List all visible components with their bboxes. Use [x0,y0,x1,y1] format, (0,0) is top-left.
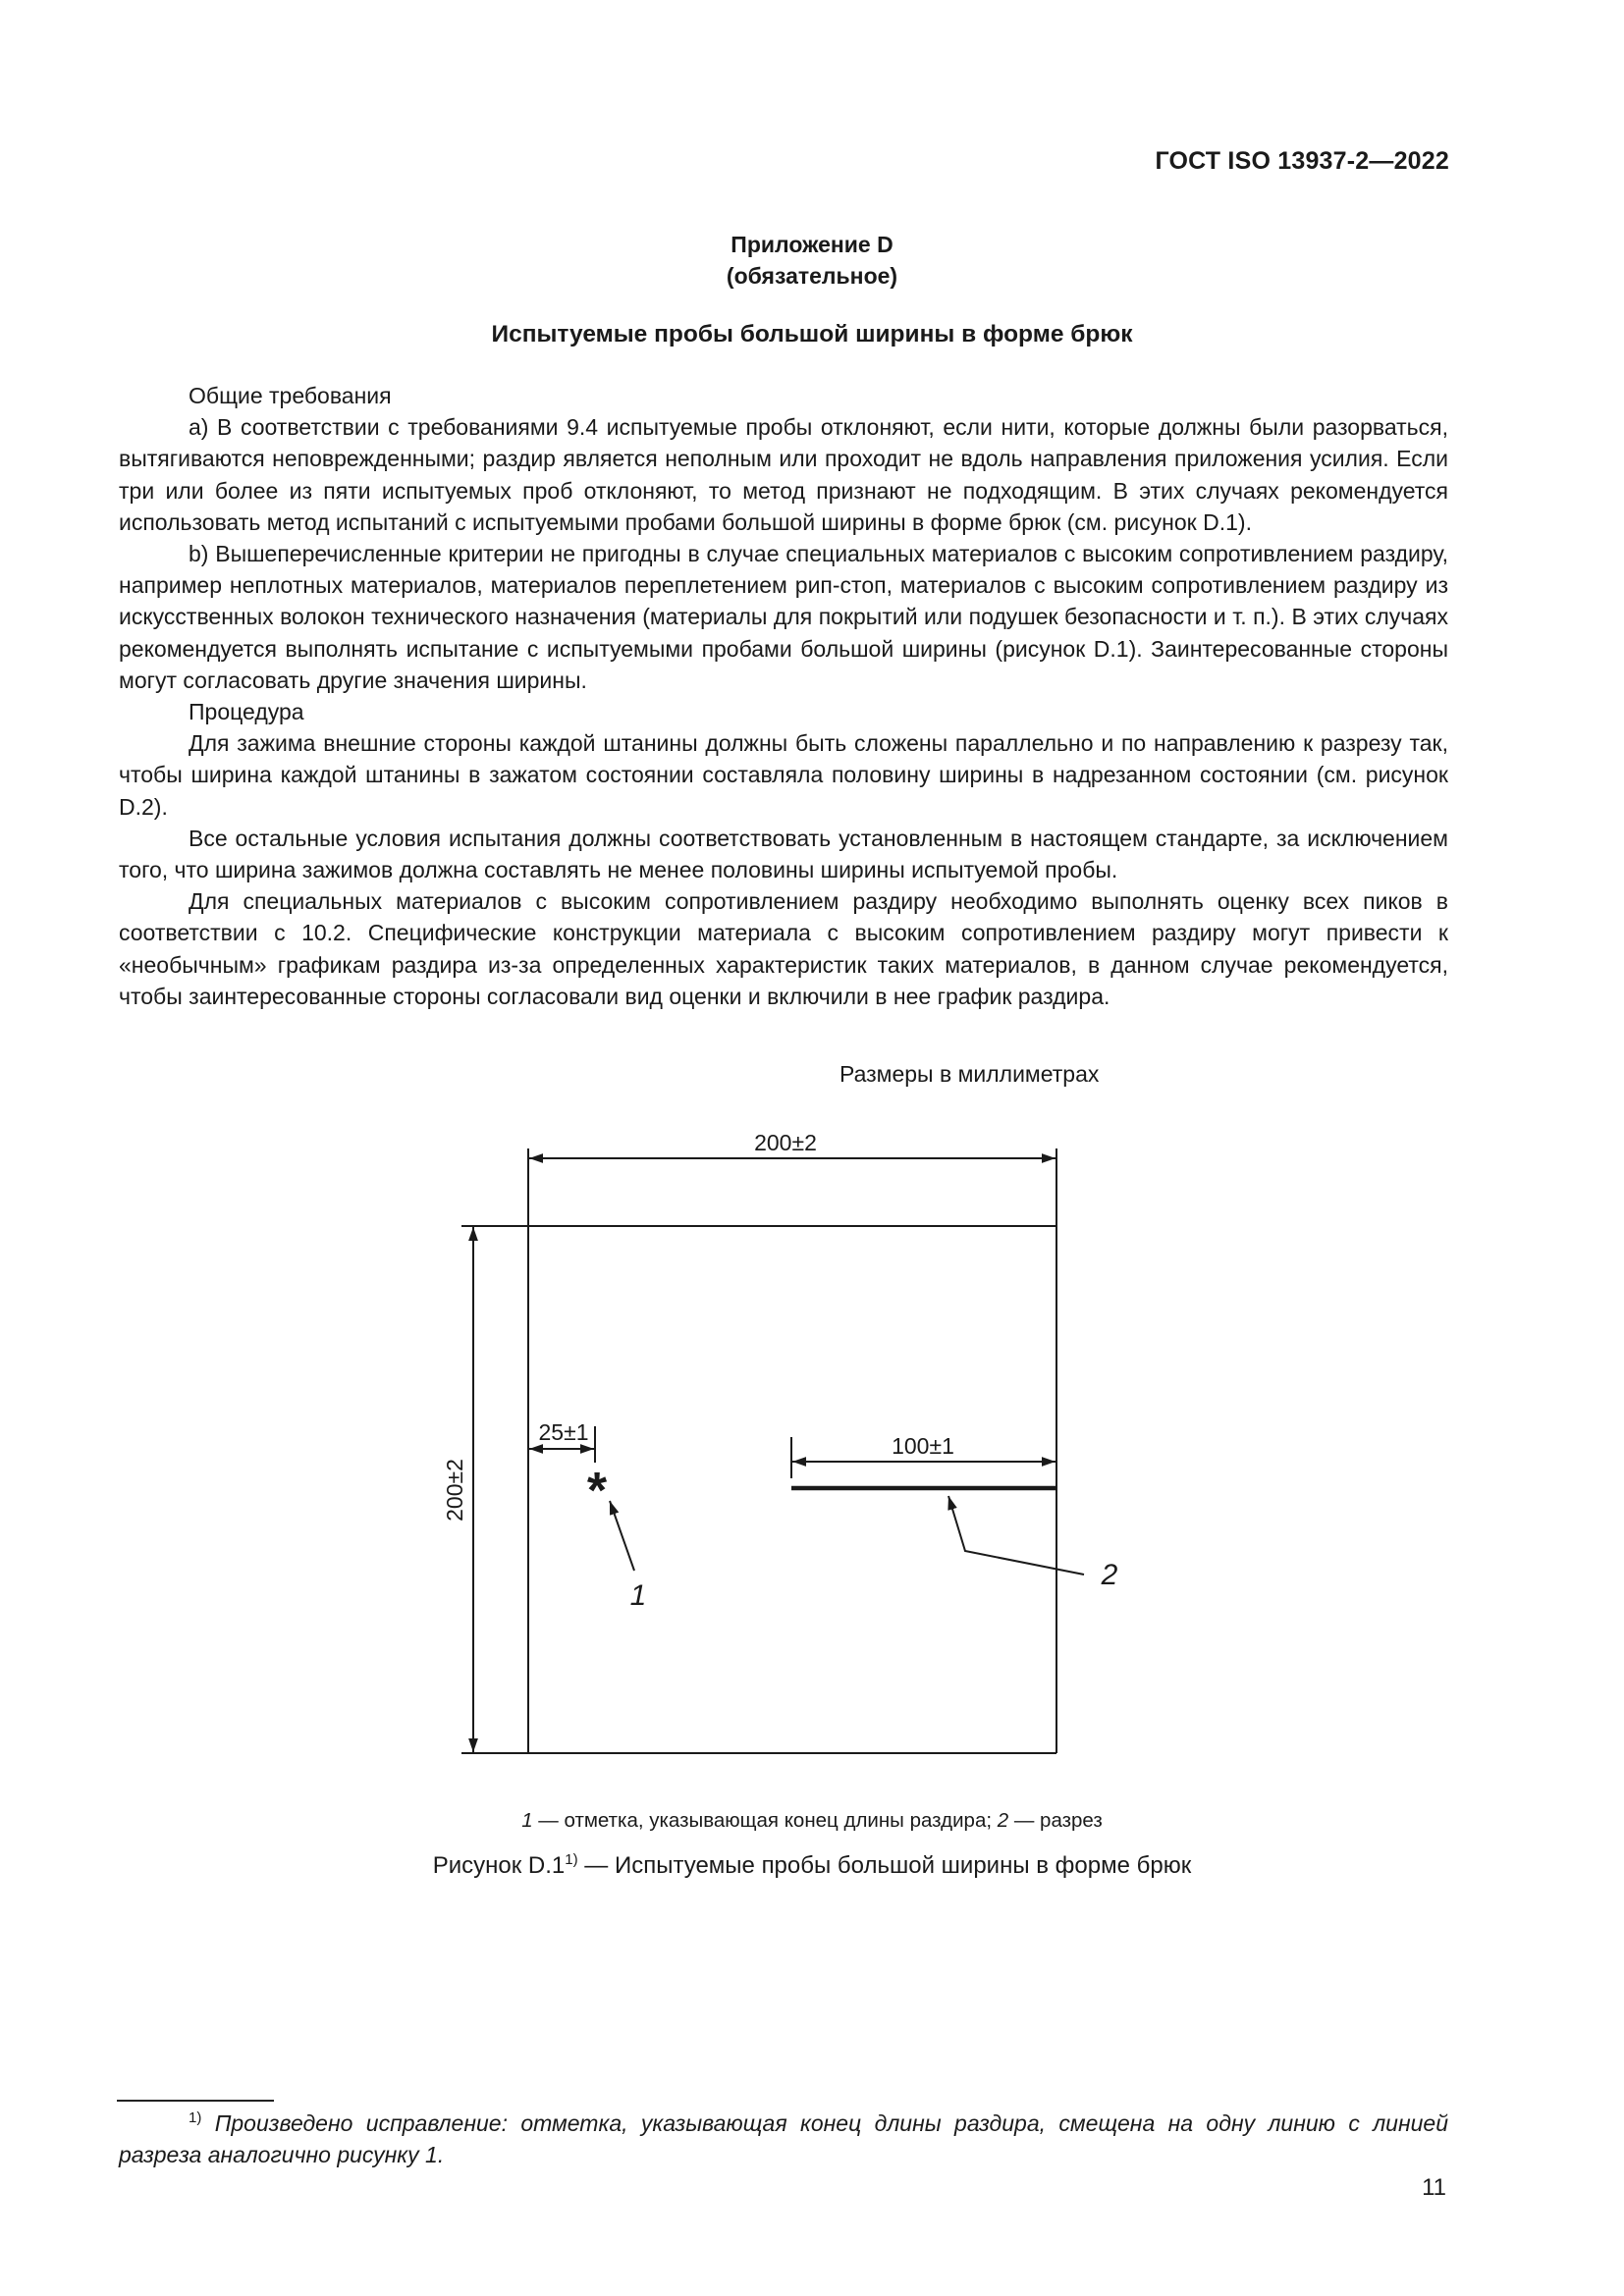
dimensions-note: Размеры в миллиметрах [839,1061,1100,1087]
legend-text-1: — отметка, указывающая конец длины раздира; [532,1809,998,1832]
mark-offset-label: 25±1 [538,1419,589,1445]
paragraph: Процедура [189,699,304,725]
figure-legend [0,1809,1624,1833]
footnote-text: Произведено исправление: отметка, указывающая конец длины раздира, смещена на одну линию с линией разреза аналогично рисунку 1. [119,2110,1448,2167]
callout-1: 1 [629,1579,647,1612]
footnote [119,2108,1448,2170]
callout-2: 2 [1101,1559,1118,1591]
paragraph: b) Вышеперечисленные критерии не пригодны в случае специальных материалов с высоким сопротивлением раздиру, например неплотных материалов, материалов переплетением рип-стоп, материалов с высоким сопротивлением раздиру из искусственных волокон технического назначения (материалы для покрытий или подушек безопасности и т. п.). В этих случаях рекомендуется выполнять испытание с испытуемыми пробами большой ширины (рисунок D.1). Заинтересованные стороны могут согласовать другие значения ширины. [119,541,1448,693]
document-header: ГОСТ ISO 13937-2—2022 [1155,147,1449,175]
width-dimension-label: 200±2 [754,1130,817,1155]
paragraph: Для зажима внешние стороны каждой штанины должны быть сложены параллельно и по направлению к разрезу так, чтобы ширина каждой штанины в зажатом состоянии составляла половину ширины в надрезанном состоянии (см. рисунок D.2). [119,730,1448,820]
footnote-marker: 1) [189,2109,202,2126]
legend-key-1: 1 [521,1809,533,1832]
footnote-separator [117,2100,274,2102]
tear-end-mark: * [586,1463,608,1520]
appendix-title: Приложение D [731,232,893,257]
leader-line-2 [948,1496,1084,1575]
caption-text: — Испытуемые пробы большой ширины в форме брюк [577,1852,1192,1879]
leader-line-1 [610,1501,634,1571]
paragraph: Все остальные условия испытания должны соответствовать установленным в настоящем стандарте, за исключением того, что ширина зажимов должна составлять не менее половины ширины испытуемой пробы. [119,825,1448,883]
paragraph: Общие требования [189,383,392,408]
legend-text-2: — разрез [1008,1809,1103,1832]
caption-prefix: Рисунок D.1 [432,1852,566,1879]
page-number: 11 [1422,2174,1446,2201]
section-title: Испытуемые пробы большой ширины в форме брюк [491,321,1133,347]
figure-caption [0,1852,1624,1880]
caption-footnote-ref[interactable]: 1) [565,1851,578,1868]
paragraph: а) В соответствии с требованиями 9.4 испытуемые пробы отклоняют, если нити, которые должны были разорваться, вытягиваются неповрежденными; раздир является неполным или проходит не вдоль направления приложения усилия. Если три или более из пяти испытуемых проб отклоняют, то метод признают не подходящим. В этих случаях рекомендуется использовать метод испытаний с испытуемыми пробами большой ширины в форме брюк (см. рисунок D.1). [119,414,1448,535]
height-dimension-label: 200±2 [442,1459,467,1522]
appendix-status: (обязательное) [726,263,898,289]
cut-length-label: 100±1 [892,1433,954,1459]
paragraph: Для специальных материалов с высоким сопротивлением раздиру необходимо выполнять оценку всех пиков в соответствии с 10.2. Специфические конструкции материала с высоким сопротивлением раздиру могут привести к «необычным» графикам раздира из-за определенных характеристик таких материалов, в данном случае рекомендуется, чтобы заинтересованные стороны согласовали вид оценки и включили в нее график раздира. [119,888,1448,1009]
legend-key-2: 2 [997,1809,1009,1832]
